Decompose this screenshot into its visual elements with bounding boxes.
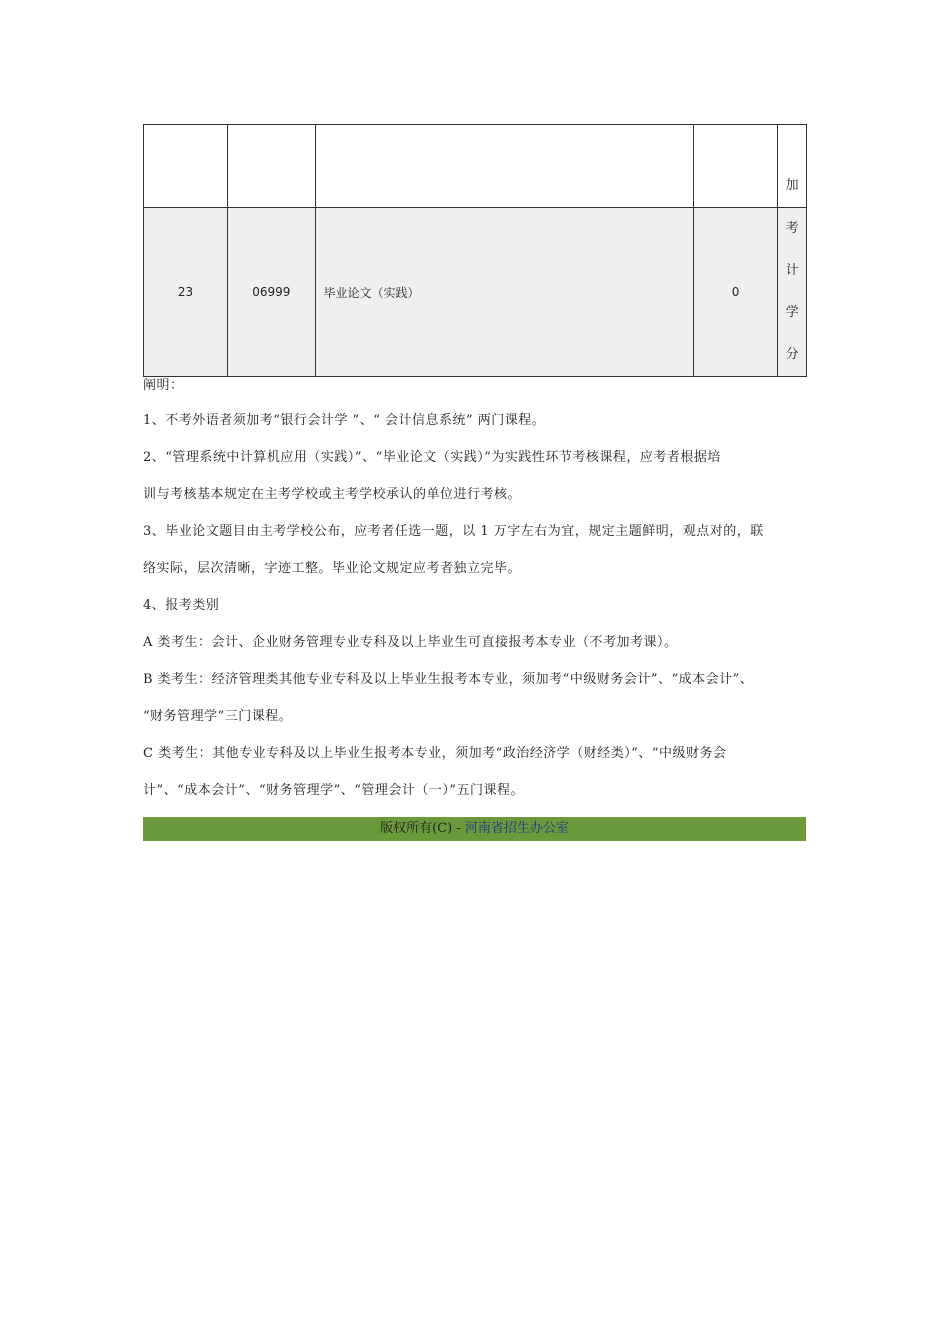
row-side-note: [778, 208, 807, 377]
note-line: 2、“管理系统中计算机应用（实践）”、“毕业论文（实践）”为实践性环节考核课程，应考者根据培: [143, 450, 721, 465]
note-line: C 类考生：其他专业专科及以上毕业生报考本专业，须加考“政治经济学（财经类）”、“中级财务会: [143, 746, 727, 761]
header-cell-index: [144, 125, 228, 208]
notes-title: 阐明：: [143, 378, 184, 393]
note-line: “财务管理学”三门课程。: [143, 709, 293, 724]
note-line: A 类考生：会计、企业财务管理专业专科及以上毕业生可直接报考本专业（不考加考课）。: [143, 635, 678, 650]
header-cell-side: [778, 125, 807, 208]
header-cell-code: [228, 125, 315, 208]
side-char: 分: [785, 347, 799, 362]
note-line: 3、毕业论文题目由主考学校公布，应考者任选一题，以 1 万字左右为宜，规定主题鲜明，观点对的，联: [143, 524, 764, 539]
side-char: 学: [785, 305, 799, 320]
note-line: 1、不考外语者须加考“银行会计学 ”、“ 会计信息系统” 两门课程。: [143, 413, 546, 428]
header-cell-course: [315, 125, 694, 208]
note-line: 4、报考类别: [143, 598, 220, 613]
footer-bar: [143, 817, 806, 841]
row-course: 毕业论文（实践）: [315, 208, 694, 377]
note-line: 训与考核基本规定在主考学校或主考学校承认的单位进行考核。: [143, 487, 522, 502]
table-row: [144, 208, 807, 377]
header-cell-credits: [694, 125, 778, 208]
side-char: 计: [785, 263, 799, 278]
note-line: B 类考生：经济管理类其他专业专科及以上毕业生报考本专业，须加考“中级财务会计”、“成本会计”、: [143, 672, 754, 687]
row-index: 23: [144, 208, 228, 377]
copyright-text: 版权所有(C) -: [380, 821, 465, 836]
side-char: 加: [785, 178, 799, 193]
note-line: 络实际，层次清晰，字迹工整。毕业论文规定应考者独立完毕。: [143, 561, 522, 576]
table-header-row: [144, 125, 807, 208]
notes-section: [143, 374, 811, 809]
row-code: 06999: [228, 208, 315, 377]
course-table: [143, 124, 807, 377]
row-credits: 0: [694, 208, 778, 377]
note-line: 计”、“成本会计”、“财务管理学”、“管理会计（一）”五门课程。: [143, 783, 525, 798]
footer-link[interactable]: 河南省招生办公室: [464, 821, 569, 836]
side-char: 考: [785, 221, 799, 236]
